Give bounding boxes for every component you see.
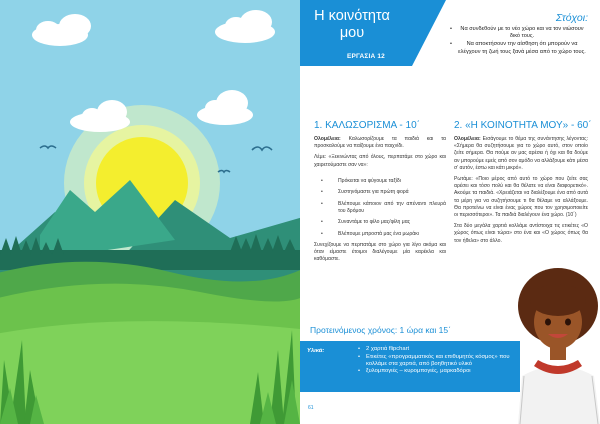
task-number: ΕΡΓΑΣΙΑ 12 [346,53,385,60]
section2-text: Στα δύο μεγάλα χαρτιά κολλάμε αντίστοιχα τις ετικέτες «Ο χώρος όπως είναι τώρα» στο ένα και «Ο χώρος όπως θα τον ήθελα» στο άλλο. [454,223,588,244]
goal-item: • Να συνδεθούν με το νέο χώρο και να τον νιώσουν δικό τους. [450,26,588,40]
goals-list [450,26,588,57]
greeting-item: • Συστηνόμαστε για πρώτη φορά [314,189,446,196]
suggested-time: Προτεινόμενος χρόνος: 1 ώρα και 15΄ [310,325,451,335]
section2-body [454,136,588,249]
section1-label: Ολομέλεια: [314,136,341,142]
section2-label: Ολομέλεια: [454,136,481,142]
goals-heading: Στόχοι: [555,12,588,24]
section1-text: Καλωσορίζουμε τα παιδιά και τα προσκαλούμε να παίξουμε ένα παιχνίδι. [314,136,446,150]
activity-page [300,0,600,424]
material-item: • Ετικέτες «προγραμματικός και επιθυμητός κόσμος» που κολλάμε στα χαρτιά, από βοηθητικό υλικό [340,354,518,368]
section1-text: Λέμε: «Ξεκινώντας από όλους, περπατάμε στο χώρο και χαιρετούμαστε σαν να»: [314,154,446,168]
materials-box [300,341,520,392]
materials-list [340,346,518,376]
material-item: • ξυλομπογιές – κυρομπογιές, μαρκαδόροι [340,368,518,375]
greeting-item: • Βλέπουμε κάποιον από την απέναντι πλευρά του δρόμου [314,201,446,215]
section2-heading: 2. «Η ΚΟΙΝΟΤΗΤΑ ΜΟΥ» - 60΄ [454,120,592,131]
section1-heading: 1. ΚΑΛΩΣΟΡΙΣΜΑ - 10΄ [314,120,420,131]
section2-text: Ρωτάμε: «Ποιο μέρος από αυτό το χώρο που ζείτε σας αρέσει και τόσο πολύ και θα θέλατε να είναι διαφορετικό». Ακούμε τα παιδιά. «Χρειάζεται να διαλέξουμε ένα από αυτά τα μέρη για να συζητήσουμε τι θα θέλαμε να αλλάξουμε. Θα προτείνω να είναι ένας χώρος που τον χρησιμοποιείτε οι περισσότεροι». Τα παιδιά διαλέγουν ένα χώρο. (10΄) [454,176,588,219]
section2-text: Εισάγουμε το θέμα της συνάντησης λέγοντας: «Σήμερα θα συζητήσουμε για το χώρο αυτό, στον οποίο ζείτε σήμερα. Θα πούμε αν μας αρέσει ή όχι και θα δούμε αν μπορούμε εμείς από σον αμόδο να αλλάξουμε κάτι μέσα σ’ αυτόν, έστω και κάτι μικρό». [454,136,588,171]
goal-item: • Να αποκτήσουν την αίσθηση ότι μπορούν να ελέγχουν τη ζωή τους ξανά μέσα από το χώρο τους. [450,41,588,55]
greeting-item: • Πρόκειται να φύγουμε ταξίδι [314,178,446,185]
page-number: 61 [308,405,314,411]
section1-body [314,136,446,268]
materials-label: Υλικά: [307,348,325,354]
page-title: Η κοινότητα μου [314,8,390,41]
greeting-list [314,178,446,238]
greeting-item: • Βλέπουμε μπροστά μας ένα μωράκι [314,231,446,238]
greeting-item: • Συναντάμε το φίλο μας/φίλη μας [314,219,446,226]
child-illustration [508,264,600,424]
section1-text: Συνεχίζουμε να περπατάμε στο χώρο για λίγο ακόμα και όταν είμαστε έτοιμοι διαλέγουμε μία καρέκλα και καθόμαστε. [314,241,446,263]
material-item: • 2 χαρτιά flipchart [340,346,518,353]
